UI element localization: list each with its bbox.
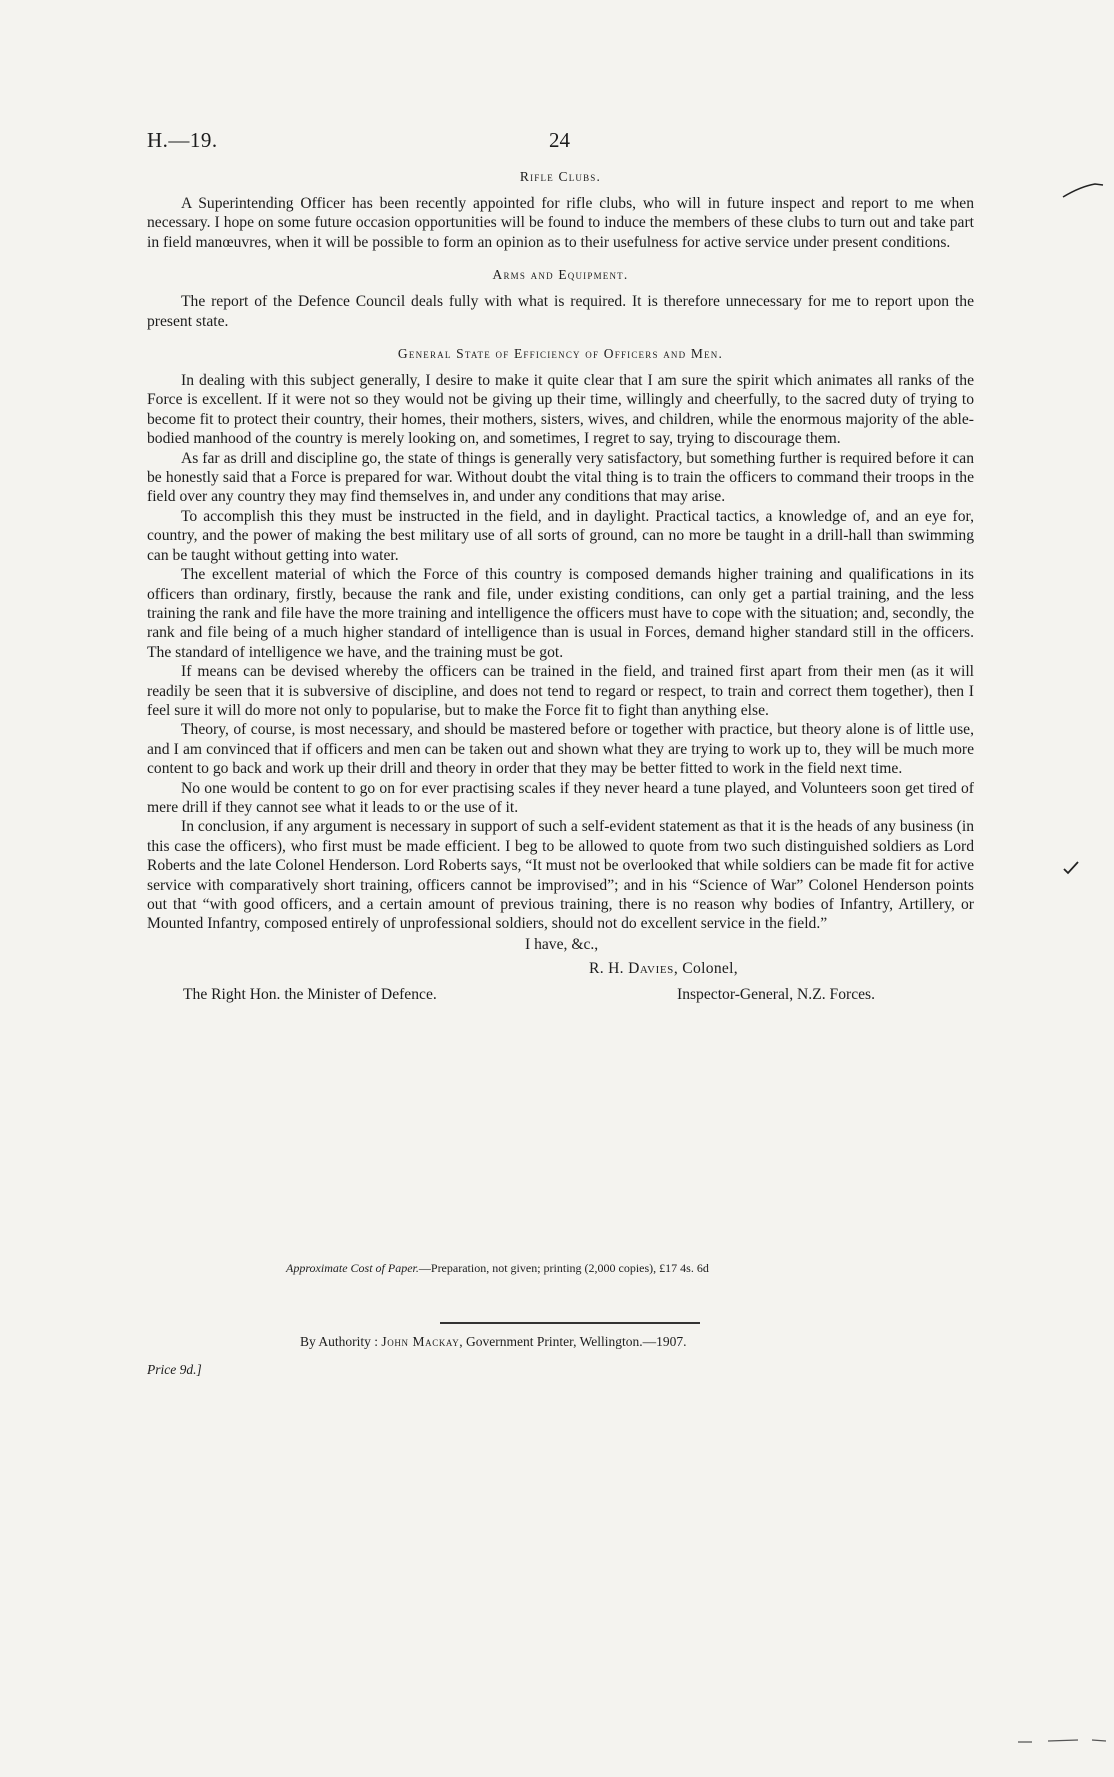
section-heading-efficiency: General State of Efficiency of Officers and Men. — [397, 346, 724, 362]
document-body — [147, 168, 974, 1024]
signature-line — [589, 960, 738, 978]
section-heading-arms-equipment: Arms and Equipment. — [492, 267, 629, 283]
paragraph: No one would be content to go on for ever practising scales if they never heard a tune played, and Volunteers soon get tired of mere drill if they cannot see what it leads to or the use of it. — [147, 779, 974, 816]
tick-mark-icon — [1063, 860, 1079, 876]
price: Price 9d.] — [147, 1362, 202, 1377]
paragraph: As far as drill and discipline go, the state of things is generally very satisfactory, but something further is required before it can be honestly said that a Force is prepared for war. Without doubt the vital thing is to train the officers to command their troops in the field over any country they may find themselves in, and under any conditions that may arise. — [147, 449, 974, 506]
addressee: The Right Hon. the Minister of Defence. — [183, 985, 437, 1003]
document-code: H.—19. — [147, 128, 218, 152]
cost-of-paper — [286, 1261, 709, 1276]
closing-block — [147, 934, 974, 1024]
authority-line — [300, 1334, 687, 1350]
pencil-mark-icon — [1061, 181, 1105, 199]
paragraph: If means can be devised whereby the officers can be trained in the field, and trained first apart from their men (as it will readily be seen that it is subversive of discipline, and does not tend to regard or respect, to train and correct them together), then I feel sure it will do more not only to popularise, but to make the Force fit to fight than anything else. — [147, 663, 974, 719]
signer-title: Inspector-General, N.Z. Forces. — [677, 985, 875, 1003]
section-heading-rifle-clubs: Rifle Clubs. — [519, 169, 602, 184]
paragraph: To accomplish this they must be instructed in the field, and in daylight. Practical tactics, a knowledge of, and an eye for, country, and the power of making the best military use of all sorts of ground, can no more be taught in a drill-hall than swimming can be taught without getting into water. — [147, 507, 974, 564]
paragraph: In conclusion, if any argument is necessary in support of such a self-evident statement as that it is the heads of any business (in this case the officers), who first must be made efficient. I beg to be allowed to quote from two such distinguished soldiers as Lord Roberts and the late Colonel Henderson. Lord Roberts says, “It must not be overlooked that while soldiers can be made fit for active service with comparatively short training, officers cannot be improvised”; and in his “Science of War” Colonel Henderson points out that “with good officers, and a certain amount of previous training, there is no reason why bodies of Infantry, Artillery, or Mounted Infantry, composed entirely of unprofessional soldiers, should not do excellent service in the field.” — [147, 818, 974, 933]
signer-initials: R. H. — [589, 959, 624, 977]
signer-surname: Davies — [628, 959, 674, 977]
cost-label: Approximate Cost of Paper. — [286, 1261, 419, 1275]
paragraph: The excellent material of which the Force of this country is composed demands higher training and qualifications in its officers than ordinary, firstly, because the rank and file, under existing conditions, can only get a partial training, and the less training the rank and file have the more training and intelligence the officers must have to cope with the situation; and, secondly, the rank and file being of a much higher standard of intelligence than is usual in Forces, demand higher standard still in the officers. The standard of intelligence we have, and the training must be got. — [147, 566, 974, 661]
printer-name: John Mackay — [381, 1334, 460, 1349]
paragraph: A Superintending Officer has been recently appointed for rifle clubs, who will in future inspect and report to me when necessary. I hope on some future occasion opportunities will be found to induce the members of these clubs to turn out and take part in field manœuvres, when it will be possible to form an opinion as to their usefulness for active service under present conditions. — [147, 195, 974, 251]
cost-text: —Preparation, not given; printing (2,000 copies), £17 4s. 6d — [418, 1261, 709, 1275]
pencil-dash-icon — [1018, 1736, 1108, 1746]
paragraph: In dealing with this subject generally, I desire to make it quite clear that I am sure the spirit which animates all ranks of the Force is excellent. If it were not so they would not be giving up their time, willingly and cheerfully, to the sacred duty of trying to become fit to protect their country, their homes, their mothers, sisters, wives, and children, while the enormous majority of the able-bodied manhood of the country is merely looking on, and sometimes, I regret to say, trying to discourage them. — [147, 372, 974, 448]
paragraph: The report of the Defence Council deals fully with what is required. It is therefore unnecessary for me to report upon the present state. — [147, 293, 974, 330]
page-number: 24 — [549, 128, 570, 152]
valediction: I have, &c., — [525, 935, 599, 953]
printer-rest: , Government Printer, Wellington.—1907. — [459, 1334, 687, 1349]
paragraph: Theory, of course, is most necessary, and should be mastered before or together with practice, but theory alone is of little use, and I am convinced that if officers and men can be taken out and shown what they are trying to work up to, they will be much more content to go back and work up their drill and theory in order that they may be better fitted to work in the field next time. — [147, 721, 974, 778]
signer-rank: , Colonel, — [673, 959, 738, 977]
footer-divider — [440, 1322, 700, 1324]
authority-prefix: By Authority : — [300, 1334, 379, 1349]
